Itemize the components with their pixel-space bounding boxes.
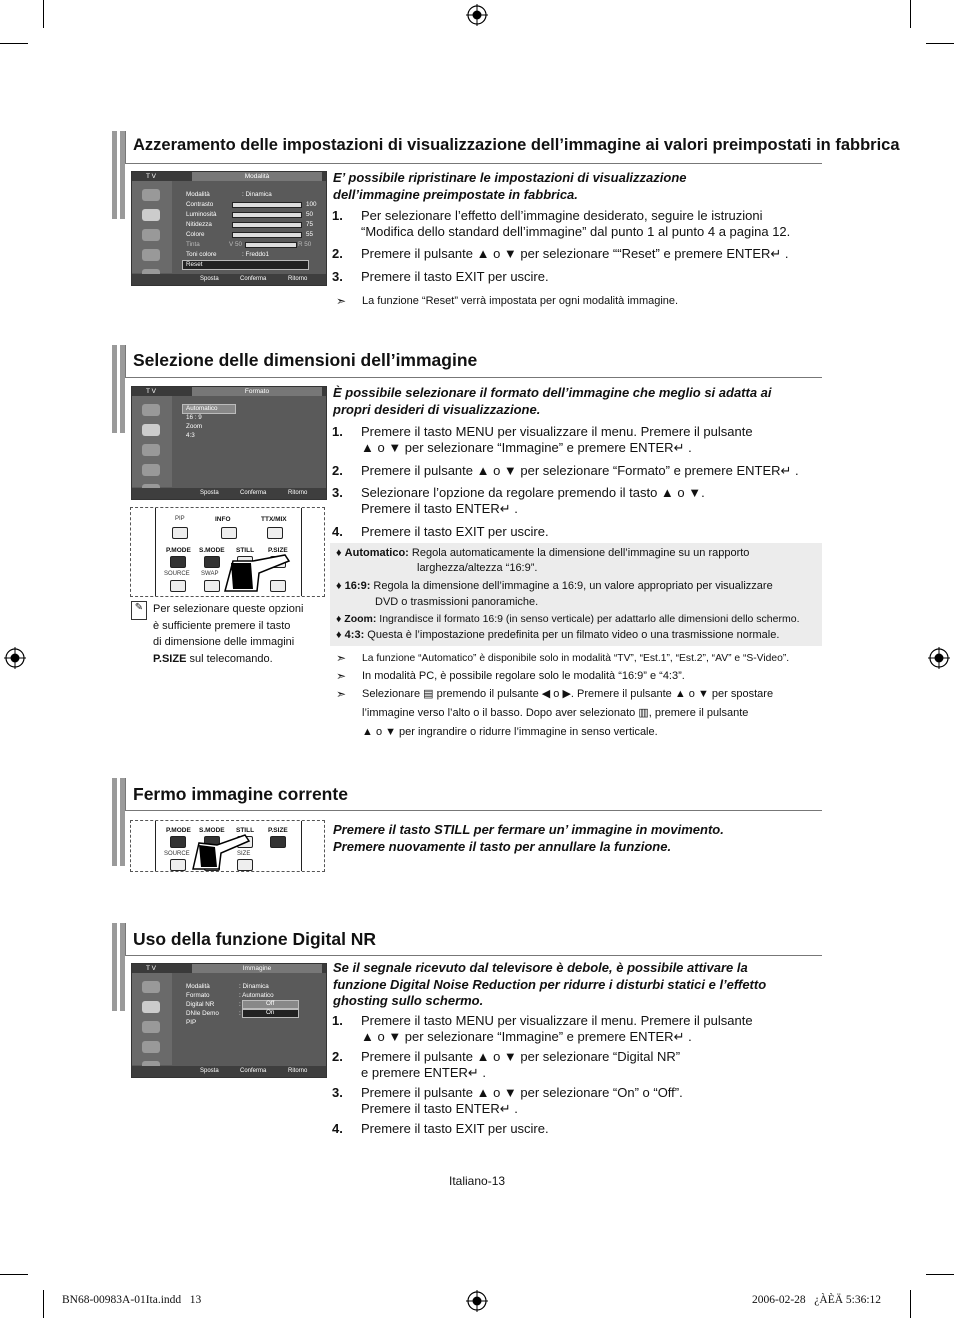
step-number: 2.: [332, 1049, 343, 1064]
step-number: 3.: [332, 485, 343, 500]
bullet-term: Zoom:: [344, 613, 377, 625]
osd-sidebar: [132, 396, 172, 487]
note-text: l’immagine verso l’alto o il basso. Dopo aver selezionato ▥, premere il pulsante: [362, 707, 749, 719]
osd-bottombar: [132, 274, 326, 285]
intro-line: propri desideri di visualizzazione.: [333, 401, 541, 417]
remote-key-label: STILL: [236, 827, 255, 834]
bullet-text: Regola la dimensione dell’immagine a 16:9, un valore appropriato per visualizzare: [370, 580, 773, 592]
intro-line: Premere il tasto STILL per fermare un’ immagine in movimento.: [333, 822, 724, 837]
step-text: ▲ o ▼ per selezionare “Immagine” e premere ENTER↵ .: [361, 440, 692, 455]
osd-icon: [142, 444, 160, 456]
osd-row-label: Colore: [186, 231, 205, 238]
section-rule-stub: [125, 778, 126, 810]
section-title-still: Fermo immagine corrente: [133, 784, 348, 804]
tip-line: Per selezionare queste opzioni: [153, 603, 304, 615]
bullet-text: Questa è l’impostazione predefinita per un filmato video o una trasmissione normale.: [364, 629, 780, 641]
section-bar: [112, 131, 125, 219]
step-number: 2.: [332, 463, 343, 478]
osd-row-value: R 50: [298, 241, 312, 248]
section-rule-stub: [125, 131, 126, 163]
osd-bottombar: [132, 1066, 326, 1077]
osd-icon: [142, 249, 160, 261]
step-text: e premere ENTER↵ .: [361, 1065, 487, 1080]
page-number: Italiano-13: [449, 1174, 506, 1188]
remote-key: [270, 836, 286, 848]
osd-screen-picture: [131, 963, 327, 1078]
intro-text: [333, 822, 724, 855]
osd-row-value: 75: [306, 221, 314, 228]
osd-enter: Conferma: [240, 276, 267, 282]
osd-option: Automatico: [186, 405, 218, 412]
osd-row-value: 100: [306, 201, 317, 208]
step-text: Premere il tasto EXIT per uscire.: [361, 524, 549, 539]
step-text: Premere il tasto EXIT per uscire.: [361, 1121, 549, 1136]
osd-icon: [142, 404, 160, 416]
crop-mark: [0, 43, 28, 44]
bullets-box: [330, 543, 822, 646]
step-number: 1.: [332, 424, 343, 439]
note-text: ▲ o ▼ per ingrandire o ridurre l’immagine in senso verticale.: [362, 726, 658, 738]
osd-icon: [142, 424, 160, 436]
remote-label: SWAP: [201, 571, 219, 577]
osd-row-value: : Dinamica: [239, 983, 269, 990]
remote-key: [267, 527, 283, 539]
osd-icon: [142, 464, 160, 476]
step-number: 3.: [332, 1085, 343, 1100]
osd-row-value: : Automatico: [239, 992, 274, 999]
intro-line: ghosting sullo schermo.: [333, 993, 484, 1008]
osd-slider: [232, 222, 302, 228]
step-text: Premere il tasto EXIT per uscire.: [361, 269, 549, 284]
osd-option: Zoom: [186, 423, 203, 430]
step-number: 4.: [332, 1121, 343, 1136]
step-text: Premere il pulsante ▲ o ▼ per selezionare ““Reset” e premere ENTER↵ .: [361, 246, 789, 261]
crop-mark: [926, 43, 954, 44]
footer-date: 2006-02-28 ¿ÀÈÄ 5:36:12: [752, 1294, 882, 1306]
remote-key: [221, 527, 237, 539]
remote-label: SOURCE: [164, 571, 190, 577]
osd-bottombar: [132, 488, 326, 499]
remote-key: [170, 836, 186, 848]
remote-diagram-still: [130, 820, 325, 872]
remote-key-label: S.MODE: [199, 547, 225, 554]
osd-option: 16 : 9: [186, 414, 202, 421]
osd-icon: [142, 229, 160, 241]
osd-option: 4:3: [186, 432, 195, 439]
step-text: Premere il pulsante ▲ o ▼ per selezionare “Formato” e premere ENTER↵ .: [361, 463, 799, 478]
remote-diagram: [130, 507, 325, 597]
remote-key: [172, 527, 188, 539]
step-text: Premere il tasto MENU per visualizzare il menu. Premere il pulsante: [361, 1013, 753, 1028]
step-number: 1.: [332, 208, 343, 223]
intro-text: [333, 170, 687, 203]
hand-pointer-icon: [191, 833, 251, 871]
remote-key-label: P.MODE: [166, 547, 191, 554]
registration-target-icon: [4, 647, 26, 669]
bullet-term: 16:9:: [344, 580, 371, 592]
intro-line: dell’immagine preimpostate in fabbrica.: [333, 186, 578, 202]
note-arrow-icon: ➣: [336, 687, 347, 701]
intro-text: [333, 960, 766, 1010]
osd-tv-label: T V: [146, 388, 156, 395]
section-bar: [112, 778, 125, 866]
step-text: Premere il tasto MENU per visualizzare il menu. Premere il pulsante: [361, 424, 753, 439]
osd-row-value: :: [239, 1001, 241, 1008]
intro-line: Premere nuovamente il tasto per annullare la funzione.: [333, 838, 672, 854]
bullet-item: ♦ 16:9: Regola la dimensione dell’immagine a 16:9, un valore appropriato per visualizzare: [336, 580, 773, 592]
remote-key: [204, 556, 220, 568]
tip-text: [131, 601, 321, 668]
osd-row-label: PIP: [186, 1019, 197, 1026]
hand-pointer-icon: [223, 553, 293, 593]
osd-slider: [232, 212, 302, 218]
tip-key: P.SIZE: [153, 653, 187, 666]
osd-tv-label: T V: [146, 965, 156, 972]
note-text: Selezionare ▤ premendo il pulsante ◀ o ▶. Premere il pulsante ▲ o ▼ per spostare: [362, 688, 774, 700]
osd-return: Ritorno: [288, 1068, 308, 1074]
remote-key: [204, 580, 220, 592]
section-rule-stub: [125, 923, 126, 955]
osd-tv-label: T V: [146, 173, 156, 180]
osd-row-label: Luminosità: [186, 211, 217, 218]
remote-key: [170, 580, 186, 592]
remote-key: [170, 556, 186, 568]
section-bar: [112, 923, 125, 1011]
remote-key: [170, 859, 186, 871]
osd-move: Sposta: [200, 490, 219, 496]
note-arrow-icon: ➣: [336, 669, 347, 683]
section-rule: [125, 810, 822, 811]
osd-option-on-label: On: [266, 1009, 275, 1016]
bullet-item: ♦ Automatico: Regola automaticamente la dimensione dell’immagine su un rapporto: [336, 547, 750, 559]
osd-return: Ritorno: [288, 276, 308, 282]
section-title-reset: Azzeramento delle impostazioni di visualizzazione dell’immagine ai valori preimpostati in fabbrica: [133, 136, 900, 154]
note-arrow-icon: ➣: [336, 651, 347, 665]
osd-return: Ritorno: [288, 490, 308, 496]
osd-icon: [142, 1001, 160, 1013]
bullet-text: Ingrandisce il formato 16:9 (in senso verticale) per adattarlo alle dimensioni dello schermo.: [376, 613, 800, 625]
step-number: 4.: [332, 524, 343, 539]
remote-label: SOURCE: [164, 851, 190, 857]
intro-line: Se il segnale ricevuto dal televisore è debole, è possibile attivare la: [333, 960, 748, 975]
osd-sidebar: [132, 973, 172, 1065]
section-title-size: Selezione delle dimensioni dell’immagine: [133, 350, 478, 370]
osd-row-label: Modalità: [186, 191, 210, 198]
osd-row-label: Toni colore: [186, 251, 217, 258]
osd-row-label: Reset: [186, 261, 203, 268]
osd-slider: [232, 232, 302, 238]
osd-tab: Immagine: [192, 964, 322, 973]
step-text: Premere il pulsante ▲ o ▼ per selezionare “Digital NR”: [361, 1049, 681, 1064]
bullet-term: 4:3:: [344, 629, 365, 641]
tip-line: di dimensione delle immagini: [153, 636, 295, 649]
osd-icon: [142, 1041, 160, 1053]
osd-icon: [142, 981, 160, 993]
section-rule: [125, 955, 822, 956]
crop-mark: [910, 1290, 911, 1318]
osd-move: Sposta: [200, 1068, 219, 1074]
osd-row-label: Formato: [186, 992, 210, 999]
osd-icon: [142, 209, 160, 221]
osd-option-off-label: Off: [266, 1000, 275, 1007]
step-number: 2.: [332, 246, 343, 261]
remote-key-label: STILL: [236, 547, 255, 554]
osd-row-label: Contrasto: [186, 201, 214, 208]
step-text: Premere il tasto ENTER↵ .: [361, 501, 518, 516]
section-title-digitalnr: Uso della funzione Digital NR: [133, 929, 377, 949]
tip-end: sul telecomando.: [186, 653, 273, 666]
tip-line: è sufficiente premere il tasto: [153, 619, 291, 632]
osd-icon: [142, 1021, 160, 1033]
osd-tint-left: V 50: [229, 241, 242, 248]
bullet-item: DVD o trasmissioni panoramiche.: [375, 596, 539, 608]
osd-row-label: Digital NR: [186, 1001, 215, 1008]
crop-mark: [926, 1274, 954, 1275]
osd-tab: Formato: [192, 387, 322, 396]
osd-tab: Modalità: [192, 172, 322, 181]
registration-target-icon: [466, 1290, 488, 1312]
osd-move: Sposta: [200, 276, 219, 282]
note-text: In modalità PC, è possibile regolare solo le modalità “16:9” e “4:3”.: [362, 670, 685, 682]
bullet-item: ♦ Zoom: Ingrandisce il formato 16:9 (in senso verticale) per adattarlo alle dimensioni dello schermo.: [336, 613, 800, 625]
step-text: ▲ o ▼ per selezionare “Immagine” e premere ENTER↵ .: [361, 1029, 692, 1044]
osd-enter: Conferma: [240, 1068, 267, 1074]
remote-key-label: P.SIZE: [268, 547, 288, 554]
osd-slider: [245, 242, 297, 248]
note-text: La funzione “Reset” verrà impostata per ogni modalità immagine.: [362, 295, 679, 307]
remote-hint-icon: ✎: [131, 601, 147, 620]
osd-row-value: :: [239, 1010, 241, 1017]
remote-label: SIZE: [237, 851, 251, 857]
section-bar: [112, 345, 125, 433]
bullet-item: larghezza/altezza “16:9”.: [417, 562, 538, 574]
crop-mark: [43, 1290, 44, 1318]
remote-key-label: S.MODE: [199, 827, 225, 834]
osd-row-value: 50: [306, 211, 314, 218]
section-rule: [125, 377, 822, 378]
registration-target-icon: [466, 4, 488, 26]
remote-label: INFO: [215, 516, 231, 523]
step-text: Selezionare l’opzione da regolare premendo il tasto ▲ o ▼.: [361, 485, 705, 500]
step-number: 1.: [332, 1013, 343, 1028]
osd-row-value: 55: [306, 231, 314, 238]
osd-row-value: : Freddo1: [242, 251, 269, 258]
intro-line: E’ possibile ripristinare le impostazioni di visualizzazione: [333, 170, 687, 185]
remote-label: TTX/MIX: [261, 516, 287, 523]
intro-line: funzione Digital Noise Reduction per ridurre i disturbi statici e l’effetto: [333, 976, 767, 992]
crop-mark: [0, 1274, 28, 1275]
step-text: Premere il pulsante ▲ o ▼ per selezionare “On” o “Off”.: [361, 1085, 683, 1100]
osd-icon: [142, 189, 160, 201]
osd-screen-format: [131, 386, 327, 500]
osd-row-value: : Dinamica: [242, 191, 272, 198]
osd-row-label: DNIe Demo: [186, 1010, 219, 1017]
bullet-term: Automatico:: [344, 547, 409, 559]
crop-mark: [43, 0, 44, 28]
osd-slider: [232, 202, 302, 208]
osd-enter: Conferma: [240, 490, 267, 496]
osd-row-label: Nitidezza: [186, 221, 212, 228]
osd-screen-mode: [131, 171, 327, 286]
crop-mark: [910, 0, 911, 28]
step-text: “Modifica dello standard dell’immagine” dal punto 1 al punto 4 a pagina 12.: [361, 224, 791, 239]
step-text: Premere il tasto ENTER↵ .: [361, 1101, 518, 1116]
intro-line: È possibile selezionare il formato dell’immagine che meglio si adatta ai: [333, 385, 772, 400]
osd-row-label: Tinta: [186, 241, 200, 248]
intro-text: [333, 385, 772, 418]
registration-target-icon: [928, 647, 950, 669]
section-rule-stub: [125, 345, 126, 377]
bullet-text: Regola automaticamente la dimensione dell’immagine su un rapporto: [408, 547, 750, 559]
bullet-item: ♦ 4:3: Questa è l’impostazione predefinita per un filmato video o una trasmissione normale.: [336, 629, 780, 641]
note-arrow-icon: ➣: [336, 294, 347, 308]
remote-key-label: P.SIZE: [268, 827, 288, 834]
osd-sidebar: [132, 181, 172, 273]
note-text: La funzione “Automatico” è disponibile solo in modalità “TV”, “Est.1”, “Est.2”, “AV” e “S-Video”.: [362, 653, 790, 664]
step-text: Per selezionare l’effetto dell’immagine desiderato, seguire le istruzioni: [361, 208, 763, 223]
section-rule: [125, 163, 822, 164]
step-number: 3.: [332, 269, 343, 284]
remote-label: PIP: [175, 516, 185, 522]
footer-file: BN68-00983A-01Ita.indd 13: [62, 1294, 202, 1306]
tip-line: [131, 651, 321, 668]
osd-row-label: Modalità: [186, 983, 210, 990]
remote-key-label: P.MODE: [166, 827, 191, 834]
